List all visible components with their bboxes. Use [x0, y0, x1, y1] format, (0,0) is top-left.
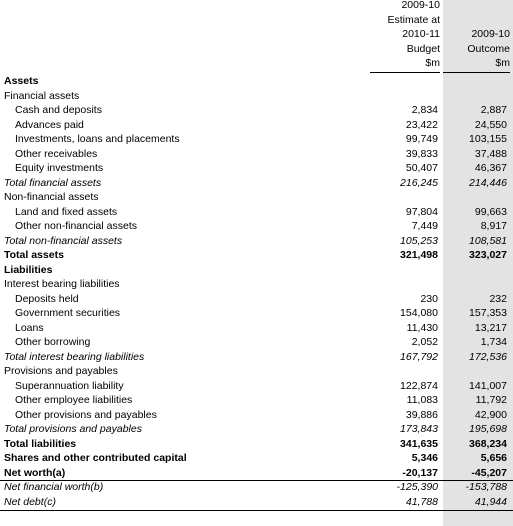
row-label: Advances paid	[15, 118, 84, 131]
estimate-value: 50,407	[405, 162, 438, 174]
table-row	[0, 263, 513, 278]
outcome-header-line: Outcome	[467, 42, 510, 55]
row-label: Government securities	[15, 307, 121, 319]
row-label: Non-financial assets	[4, 191, 99, 203]
row-label: Equity investments	[15, 162, 104, 174]
outcome-value: 1,734	[480, 336, 507, 348]
estimate-value: -20,137	[402, 466, 438, 479]
row-label: Other provisions and payables	[15, 408, 157, 421]
row-label: Financial assets	[4, 89, 80, 102]
table-row	[0, 205, 513, 220]
row-label: Total provisions and payables	[4, 423, 142, 435]
estimate-value: 5,346	[411, 452, 438, 464]
table-row	[0, 350, 513, 365]
estimate-value: -125,390	[396, 481, 438, 493]
table-row	[0, 495, 513, 510]
table-row	[0, 451, 513, 466]
outcome-value: 108,581	[469, 234, 507, 247]
table-row	[0, 190, 513, 205]
table-row	[0, 277, 513, 292]
table-row	[0, 379, 513, 394]
estimate-value: 230	[420, 292, 438, 305]
estimate-value: 173,843	[400, 423, 438, 435]
table-row	[0, 147, 513, 162]
outcome-header-line: $m	[495, 57, 510, 70]
estimate-value: 97,804	[405, 205, 438, 218]
row-label: Total liabilities	[4, 437, 77, 450]
outcome-value: 8,917	[480, 220, 507, 232]
outcome-value: 46,367	[474, 162, 507, 174]
table-row	[0, 292, 513, 307]
table-row	[0, 437, 513, 452]
estimate-value: 41,788	[405, 495, 438, 508]
row-label: Total non-financial assets	[4, 234, 123, 247]
table-row	[0, 132, 513, 147]
row-label: Shares and other contributed capital	[4, 452, 187, 464]
estimate-value: 99,749	[405, 133, 438, 145]
estimate-value: 167,792	[400, 350, 438, 363]
table-row	[0, 393, 513, 408]
estimate-value: 154,080	[400, 307, 438, 319]
outcome-value: 41,944	[474, 495, 507, 508]
row-label: Superannuation liability	[15, 379, 124, 392]
outcome-value: -45,207	[471, 466, 507, 479]
row-label: Net financial worth(b)	[4, 481, 104, 493]
table-row	[0, 219, 513, 234]
row-label: Assets	[4, 75, 39, 87]
table-row	[0, 234, 513, 249]
outcome-value: 214,446	[469, 176, 507, 189]
outcome-column-header	[443, 0, 510, 75]
estimate-value: 11,430	[406, 321, 438, 334]
table-row	[0, 118, 513, 133]
estimate-header-line: 2009-10	[401, 0, 440, 12]
table-row	[0, 321, 513, 336]
table-row	[0, 466, 513, 481]
table-row	[0, 248, 513, 263]
outcome-header-line: 2009-10	[471, 28, 510, 41]
table-row	[0, 103, 513, 118]
table-row	[0, 408, 513, 423]
row-label: Deposits held	[15, 292, 79, 305]
row-label: Investments, loans and placements	[15, 133, 180, 145]
outcome-value: 232	[489, 292, 507, 305]
bottom-rule	[0, 510, 513, 511]
table-row	[0, 306, 513, 321]
row-label: Other borrowing	[15, 336, 91, 348]
estimate-value: 2,052	[411, 336, 438, 348]
outcome-value: 103,155	[469, 133, 507, 145]
table-row	[0, 161, 513, 176]
row-label: Land and fixed assets	[15, 205, 118, 218]
table-row	[0, 480, 513, 495]
estimate-value: 39,886	[405, 408, 438, 421]
table-row	[0, 335, 513, 350]
row-label: Provisions and payables	[4, 365, 118, 377]
outcome-value: 42,900	[474, 408, 507, 421]
table-row	[0, 176, 513, 191]
outcome-value: 5,656	[480, 452, 507, 464]
row-label: Other receivables	[15, 147, 98, 160]
outcome-value: 195,698	[469, 423, 507, 435]
row-label: Net debt(c)	[4, 495, 56, 508]
estimate-value: 216,245	[400, 176, 438, 189]
outcome-value: 157,353	[469, 307, 507, 319]
estimate-value: 39,833	[405, 147, 438, 160]
estimate-column-header	[370, 0, 440, 75]
row-label: Interest bearing liabilities	[4, 278, 120, 290]
outcome-value: 323,027	[469, 249, 507, 261]
estimate-value: 7,449	[411, 220, 438, 232]
row-label: Total interest bearing liabilities	[4, 350, 145, 363]
table-row	[0, 364, 513, 379]
outcome-value: 24,550	[474, 118, 507, 131]
estimate-value: 105,253	[400, 234, 438, 247]
table-row	[0, 89, 513, 104]
estimate-header-line: Budget	[406, 42, 440, 55]
estimate-header-line: 2010-11	[402, 28, 440, 41]
row-label: Net worth(a)	[4, 466, 66, 479]
row-label: Total financial assets	[4, 176, 102, 189]
estimate-value: 2,834	[411, 104, 438, 116]
row-label: Other non-financial assets	[15, 220, 137, 232]
outcome-value: 2,887	[480, 104, 507, 116]
estimate-value: 321,498	[400, 249, 438, 261]
outcome-value: 13,217	[474, 321, 507, 334]
estimate-value: 23,422	[405, 118, 438, 131]
separator-rule	[0, 480, 513, 481]
table-row	[0, 422, 513, 437]
outcome-value: -153,788	[465, 481, 507, 493]
row-label: Liabilities	[4, 263, 53, 276]
estimate-value: 341,635	[400, 437, 438, 450]
estimate-header-line: Estimate at	[387, 13, 440, 26]
outcome-value: 99,663	[474, 205, 507, 218]
estimate-header-line: $m	[425, 57, 440, 70]
row-label: Total assets	[4, 249, 64, 261]
table-row	[0, 74, 513, 89]
row-label: Cash and deposits	[15, 104, 102, 116]
outcome-value: 11,792	[475, 394, 507, 406]
row-label: Other employee liabilities	[15, 394, 133, 406]
outcome-value: 141,007	[469, 379, 507, 392]
estimate-value: 122,874	[400, 379, 438, 392]
outcome-value: 172,536	[469, 350, 507, 363]
row-label: Loans	[15, 321, 44, 334]
outcome-value: 37,488	[474, 147, 507, 160]
outcome-value: 368,234	[469, 437, 507, 450]
estimate-value: 11,083	[406, 394, 438, 406]
